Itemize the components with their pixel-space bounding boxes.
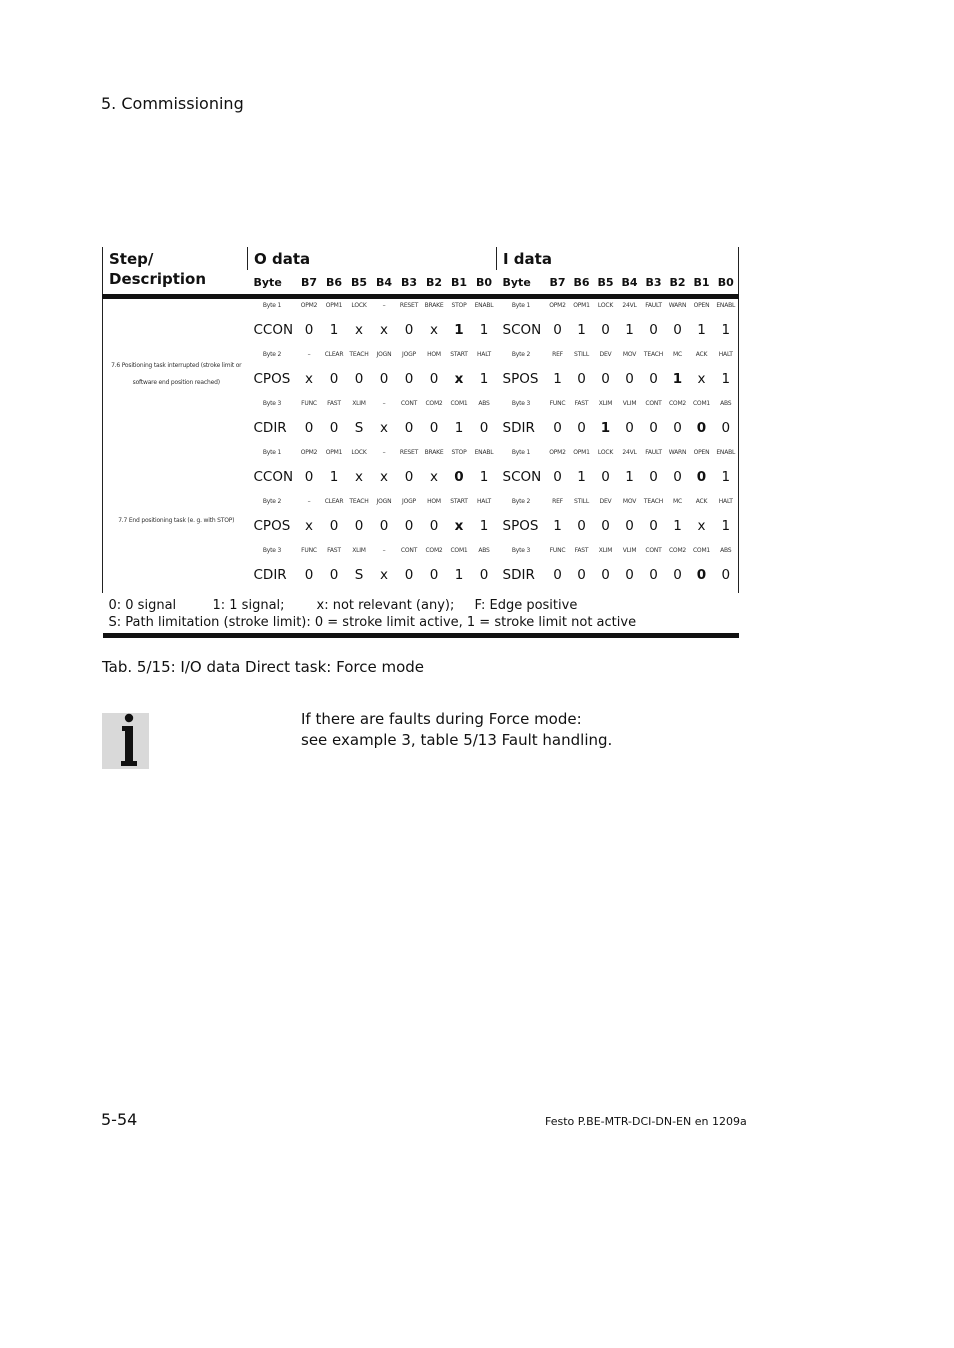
bit-name-label: ABS bbox=[478, 547, 490, 554]
header-row bbox=[103, 247, 739, 270]
bit-name-label: START bbox=[450, 498, 468, 505]
legend-line-1 bbox=[109, 597, 733, 614]
bit-name-label: HOM bbox=[427, 498, 441, 505]
bit-value: 1 bbox=[329, 469, 339, 485]
bit-value: 1 bbox=[714, 361, 739, 397]
legend-row bbox=[103, 593, 739, 636]
note-text bbox=[301, 709, 612, 751]
byte-name: CDIR bbox=[253, 567, 287, 583]
bit-column-header: B3 bbox=[400, 275, 418, 289]
bit-name-label: RESET bbox=[397, 297, 422, 313]
bit-name-label: JOGN bbox=[376, 498, 392, 505]
bit-value: 1 bbox=[714, 312, 739, 348]
bit-value: 1 bbox=[454, 322, 464, 338]
byte-number-label: Byte 2 bbox=[511, 351, 531, 358]
legend-line-2: S: Path limitation (stroke limit): 0 = stroke limit active, 1 = stroke limit not active bbox=[108, 615, 637, 630]
bit-name-label: VLIM bbox=[622, 400, 637, 407]
bit-value: x bbox=[454, 518, 464, 534]
o-data-header: O data bbox=[248, 247, 497, 270]
bit-name-label: OPEN bbox=[690, 297, 714, 313]
bit-name-label: OPM1 bbox=[322, 297, 347, 313]
bit-name-label: XLIM bbox=[352, 547, 366, 554]
bit-value: 0 bbox=[429, 567, 439, 583]
bit-value: 0 bbox=[673, 322, 682, 338]
bit-value: 0 bbox=[404, 371, 414, 387]
bit-name-label: TEACH bbox=[643, 351, 664, 358]
bit-column-header: B1 bbox=[693, 275, 710, 289]
bit-column-header: B0 bbox=[714, 270, 739, 297]
bit-name-label: FUNC bbox=[301, 547, 317, 554]
bit-name-label: XLIM bbox=[598, 400, 613, 407]
byte-name: CCON bbox=[253, 322, 294, 338]
bit-name-label: LOCK bbox=[597, 449, 614, 456]
bit-value: 0 bbox=[304, 567, 314, 583]
bit-name-label: FAST bbox=[327, 547, 341, 554]
bit-name-label: STOP bbox=[451, 449, 467, 456]
bit-value: 0 bbox=[696, 469, 707, 485]
step-header: Step/ Description bbox=[103, 247, 248, 297]
byte-number-label: Byte 1 bbox=[511, 449, 531, 456]
bit-name-label: RESET bbox=[399, 449, 419, 456]
legend-item-one: 1: 1 signal; bbox=[212, 598, 285, 613]
bit-name-label: FUNC bbox=[301, 400, 317, 407]
byte-number-label: Byte 3 bbox=[262, 547, 282, 554]
bit-value: 1 bbox=[625, 469, 634, 485]
bit-value: 0 bbox=[649, 420, 658, 436]
bit-name-label: HALT bbox=[714, 348, 739, 361]
bit-name-label: FAST bbox=[574, 547, 589, 554]
bit-value: 0 bbox=[714, 410, 739, 446]
bit-value: 0 bbox=[479, 420, 489, 436]
bit-value: 0 bbox=[404, 518, 414, 534]
legend bbox=[103, 593, 739, 636]
bit-name-label: START bbox=[450, 351, 468, 358]
bit-value: 0 bbox=[304, 322, 314, 338]
bit-value: 1 bbox=[553, 371, 562, 387]
bit-name-label: REF bbox=[552, 498, 563, 505]
bit-value: x bbox=[355, 469, 363, 485]
bit-value: 0 bbox=[601, 469, 610, 485]
bit-name-label: COM2 bbox=[668, 400, 687, 407]
byte-name: SCON bbox=[502, 469, 542, 485]
byte-name: SCON bbox=[502, 322, 542, 338]
bit-value: 0 bbox=[625, 371, 634, 387]
bit-name-label: COM1 bbox=[450, 400, 468, 407]
bit-column-header: B6 bbox=[573, 275, 590, 289]
bit-value: 1 bbox=[454, 567, 464, 583]
bit-name-label: ENABL bbox=[714, 446, 739, 459]
bit-column-header: B1 bbox=[450, 275, 468, 289]
byte-number-label: Byte 3 bbox=[262, 400, 282, 407]
step-description: 7.7 End positioning task (e. g. with STOP) bbox=[103, 446, 248, 593]
bit-name-label: JOGN bbox=[376, 351, 392, 358]
bit-value: 1 bbox=[672, 371, 683, 387]
bit-value: 0 bbox=[553, 469, 562, 485]
bit-name-label: FAST bbox=[327, 400, 341, 407]
bit-value: 1 bbox=[673, 518, 682, 534]
bit-name-label: HALT bbox=[477, 351, 491, 358]
bit-value: 0 bbox=[329, 371, 339, 387]
bit-column-header: B4 bbox=[375, 275, 393, 289]
bit-value: 1 bbox=[714, 508, 739, 544]
bit-value: 1 bbox=[454, 420, 464, 436]
bit-name-label: FAULT bbox=[642, 297, 666, 313]
bit-name-label: OPM1 bbox=[570, 297, 594, 313]
bit-value: 0 bbox=[577, 518, 586, 534]
bit-name-label: FUNC bbox=[549, 400, 566, 407]
bit-value: 0 bbox=[601, 567, 610, 583]
bit-value: x bbox=[305, 371, 313, 387]
legend-item-zero: 0: 0 signal bbox=[108, 598, 177, 613]
bit-value: 0 bbox=[625, 567, 634, 583]
byte-number-label: Byte 2 bbox=[262, 498, 282, 505]
byte-name: SPOS bbox=[502, 518, 539, 534]
bit-column-header: B4 bbox=[621, 275, 638, 289]
bit-name-label: ENABL bbox=[714, 297, 739, 313]
bit-column-header: B0 bbox=[475, 275, 493, 289]
bit-name-label: – bbox=[307, 498, 311, 505]
bit-value: 1 bbox=[577, 469, 586, 485]
bit-name-label: MC bbox=[673, 351, 682, 358]
io-data-table bbox=[102, 247, 737, 638]
bit-value: S bbox=[354, 567, 364, 583]
bit-name-label: OPM2 bbox=[300, 449, 318, 456]
bit-value: 0 bbox=[404, 420, 414, 436]
bit-name-label: CLEAR bbox=[324, 351, 344, 358]
bit-name-label: COM2 bbox=[425, 400, 443, 407]
bit-name-label: BRAKE bbox=[424, 449, 444, 456]
bit-name-label: XLIM bbox=[598, 547, 613, 554]
step-description: 7.6 Positioning task interrupted (stroke limit or software end position reached) bbox=[103, 297, 248, 447]
bit-value: 0 bbox=[696, 420, 707, 436]
bit-name-label: ACK bbox=[695, 351, 708, 358]
bit-label-row bbox=[103, 446, 739, 459]
bit-name-label: FAST bbox=[574, 400, 589, 407]
bit-name-label: VLIM bbox=[622, 547, 637, 554]
byte-name: SDIR bbox=[502, 420, 535, 436]
bit-value: 0 bbox=[601, 371, 610, 387]
bit-name-label: – bbox=[382, 400, 386, 407]
byte-column-header: Byte bbox=[253, 275, 282, 289]
bit-value: 0 bbox=[429, 371, 439, 387]
byte-name: SPOS bbox=[502, 371, 539, 387]
bit-value: 1 bbox=[625, 322, 634, 338]
bit-value: x bbox=[380, 420, 388, 436]
bit-value: 0 bbox=[553, 322, 562, 338]
bit-value: 1 bbox=[600, 420, 611, 436]
byte-number-label: Byte 2 bbox=[511, 498, 531, 505]
bit-value: 0 bbox=[404, 469, 414, 485]
byte-number-label: Byte 1 bbox=[248, 297, 297, 313]
bit-value: 1 bbox=[697, 322, 706, 338]
bit-column-header: B5 bbox=[350, 275, 368, 289]
bit-name-label: ENABL bbox=[472, 297, 497, 313]
bit-value: 0 bbox=[354, 371, 364, 387]
i-data-header: I data bbox=[497, 247, 739, 270]
bit-value: x bbox=[454, 371, 464, 387]
bit-value: 0 bbox=[601, 518, 610, 534]
bit-value: 0 bbox=[329, 518, 339, 534]
document-reference: Festo P.BE-MTR-DCI-DN-EN en 1209a bbox=[545, 1115, 747, 1128]
bit-name-label: ABS bbox=[714, 544, 739, 557]
byte-name: CPOS bbox=[253, 371, 291, 387]
table-caption: Tab. 5/15: I/O data Direct task: Force mode bbox=[102, 658, 425, 676]
bit-value: 0 bbox=[714, 557, 739, 593]
bit-value: 0 bbox=[673, 469, 682, 485]
bit-name-label: TEACH bbox=[643, 498, 664, 505]
bit-name-label: OPM2 bbox=[549, 449, 566, 456]
byte-name: SDIR bbox=[502, 567, 535, 583]
bit-value: 1 bbox=[577, 322, 586, 338]
byte-number-label: Byte 1 bbox=[262, 449, 282, 456]
bit-value: 0 bbox=[625, 420, 634, 436]
bit-name-label: HOM bbox=[427, 351, 441, 358]
bit-name-label: HALT bbox=[714, 495, 739, 508]
bit-value: 0 bbox=[649, 371, 658, 387]
bit-value: x bbox=[430, 322, 438, 338]
bit-name-label: – bbox=[307, 351, 311, 358]
legend-item-x: x: not relevant (any); bbox=[316, 598, 455, 613]
bit-column-header: B7 bbox=[549, 275, 566, 289]
bit-name-label: OPM2 bbox=[546, 297, 570, 313]
bit-name-label: TEACH bbox=[349, 351, 369, 358]
bit-value: 0 bbox=[649, 518, 658, 534]
bit-value: 0 bbox=[354, 518, 364, 534]
bit-column-header: B3 bbox=[645, 275, 662, 289]
bit-name-label: COM1 bbox=[450, 547, 468, 554]
bit-value: 0 bbox=[454, 469, 464, 485]
bit-column-header: B7 bbox=[300, 275, 318, 289]
bit-value: 0 bbox=[553, 567, 562, 583]
bit-value: 0 bbox=[304, 469, 314, 485]
bit-name-label: – bbox=[382, 547, 386, 554]
bit-value: 1 bbox=[479, 371, 489, 387]
bit-value: 0 bbox=[553, 420, 562, 436]
bit-name-label: 24VL bbox=[622, 449, 637, 456]
bit-value: 1 bbox=[714, 459, 739, 495]
bit-value: 0 bbox=[379, 371, 389, 387]
bit-value: 0 bbox=[625, 518, 634, 534]
bit-name-label: CONT bbox=[645, 547, 662, 554]
bit-name-label: ACK bbox=[695, 498, 708, 505]
bit-value: x bbox=[430, 469, 438, 485]
bit-value: 0 bbox=[329, 420, 339, 436]
byte-number-label: Byte 1 bbox=[497, 297, 546, 313]
byte-name: CPOS bbox=[253, 518, 291, 534]
bit-value: 0 bbox=[696, 567, 707, 583]
bit-name-label: STOP bbox=[447, 297, 472, 313]
bit-name-label: ABS bbox=[714, 397, 739, 410]
bit-name-label: DEV bbox=[599, 351, 612, 358]
bit-value: x bbox=[697, 518, 706, 534]
bit-name-label: FUNC bbox=[549, 547, 566, 554]
bit-value: 0 bbox=[429, 420, 439, 436]
byte-name: CCON bbox=[253, 469, 294, 485]
page-number: 5-54 bbox=[101, 1110, 138, 1129]
byte-number-label: Byte 3 bbox=[511, 400, 531, 407]
bit-label-row bbox=[103, 297, 739, 313]
byte-number-label: Byte 2 bbox=[262, 351, 282, 358]
bit-value: S bbox=[354, 420, 364, 436]
bit-value: 0 bbox=[329, 567, 339, 583]
bit-value: 0 bbox=[577, 371, 586, 387]
bit-value: x bbox=[380, 469, 388, 485]
bit-name-label: JOGP bbox=[402, 351, 416, 358]
bit-name-label: MC bbox=[673, 498, 682, 505]
bit-name-label: OPM2 bbox=[297, 297, 322, 313]
legend-item-f: F: Edge positive bbox=[474, 598, 578, 613]
bit-value: 0 bbox=[379, 518, 389, 534]
bit-name-label: COM2 bbox=[668, 547, 687, 554]
bit-name-label: HALT bbox=[477, 498, 491, 505]
bit-value: 0 bbox=[429, 518, 439, 534]
bit-column-header: B6 bbox=[325, 275, 343, 289]
bit-value: 0 bbox=[304, 420, 314, 436]
bit-value: x bbox=[380, 322, 388, 338]
bit-name-label: LOCK bbox=[347, 297, 372, 313]
bit-value: 1 bbox=[479, 518, 489, 534]
bit-value: x bbox=[305, 518, 313, 534]
bit-value: 1 bbox=[479, 322, 489, 338]
bit-name-label: 24VL bbox=[618, 297, 642, 313]
bit-name-label: JOGP bbox=[402, 498, 416, 505]
bit-name-label: COM2 bbox=[425, 547, 443, 554]
bit-value: 1 bbox=[553, 518, 562, 534]
bit-name-label: – bbox=[372, 297, 397, 313]
bit-name-label: OPEN bbox=[693, 449, 710, 456]
note-line-2: see example 3, table 5/13 Fault handling. bbox=[301, 731, 613, 749]
bit-value: 0 bbox=[404, 567, 414, 583]
bit-value: 0 bbox=[649, 322, 658, 338]
bit-name-label: STILL bbox=[574, 351, 589, 358]
byte-column-header: Byte bbox=[502, 275, 531, 289]
bit-name-label: WARN bbox=[666, 297, 690, 313]
bit-column-header: B2 bbox=[425, 275, 443, 289]
bit-value: 0 bbox=[479, 567, 489, 583]
bit-value: x bbox=[380, 567, 388, 583]
bit-name-label: MOV bbox=[622, 351, 637, 358]
bit-column-header: B5 bbox=[597, 275, 614, 289]
bit-value: 1 bbox=[479, 469, 489, 485]
info-icon bbox=[102, 713, 149, 769]
bit-name-label: REF bbox=[552, 351, 563, 358]
bit-name-label: CONT bbox=[645, 400, 662, 407]
bit-name-label: WARN bbox=[668, 449, 687, 456]
bit-name-label: – bbox=[382, 449, 386, 456]
bit-name-label: COM1 bbox=[692, 400, 711, 407]
bit-name-label: CONT bbox=[400, 547, 418, 554]
bit-name-label: LOCK bbox=[351, 449, 367, 456]
section-title: 5. Commissioning bbox=[101, 94, 244, 113]
bit-value: 0 bbox=[673, 567, 682, 583]
byte-number-label: Byte 3 bbox=[511, 547, 531, 554]
bit-value: 0 bbox=[577, 420, 586, 436]
bit-name-label: CONT bbox=[400, 400, 418, 407]
bit-name-label: BRAKE bbox=[422, 297, 447, 313]
bit-name-label: OPM1 bbox=[325, 449, 343, 456]
bit-column-header: B2 bbox=[669, 275, 686, 289]
byte-name: CDIR bbox=[253, 420, 287, 436]
bit-name-label: DEV bbox=[599, 498, 612, 505]
bit-name-label: STILL bbox=[574, 498, 589, 505]
bit-value: 0 bbox=[649, 567, 658, 583]
bit-value: x bbox=[355, 322, 363, 338]
bit-name-label: OPM1 bbox=[573, 449, 590, 456]
bit-value: 0 bbox=[404, 322, 414, 338]
bit-value: 0 bbox=[673, 420, 682, 436]
bit-name-label: LOCK bbox=[594, 297, 618, 313]
bit-name-label: ABS bbox=[478, 400, 490, 407]
bit-name-label: TEACH bbox=[349, 498, 369, 505]
bit-value: x bbox=[697, 371, 706, 387]
bit-value: 0 bbox=[649, 469, 658, 485]
bit-name-label: CLEAR bbox=[324, 498, 344, 505]
bit-name-label: MOV bbox=[622, 498, 637, 505]
bit-value: 1 bbox=[329, 322, 339, 338]
bit-name-label: ENABL bbox=[474, 449, 494, 456]
bit-name-label: FAULT bbox=[645, 449, 662, 456]
bit-name-label: XLIM bbox=[352, 400, 366, 407]
note-line-1: If there are faults during Force mode: bbox=[301, 710, 582, 728]
bit-name-label: COM1 bbox=[692, 547, 711, 554]
bit-value: 0 bbox=[601, 322, 610, 338]
bit-value: 0 bbox=[577, 567, 586, 583]
